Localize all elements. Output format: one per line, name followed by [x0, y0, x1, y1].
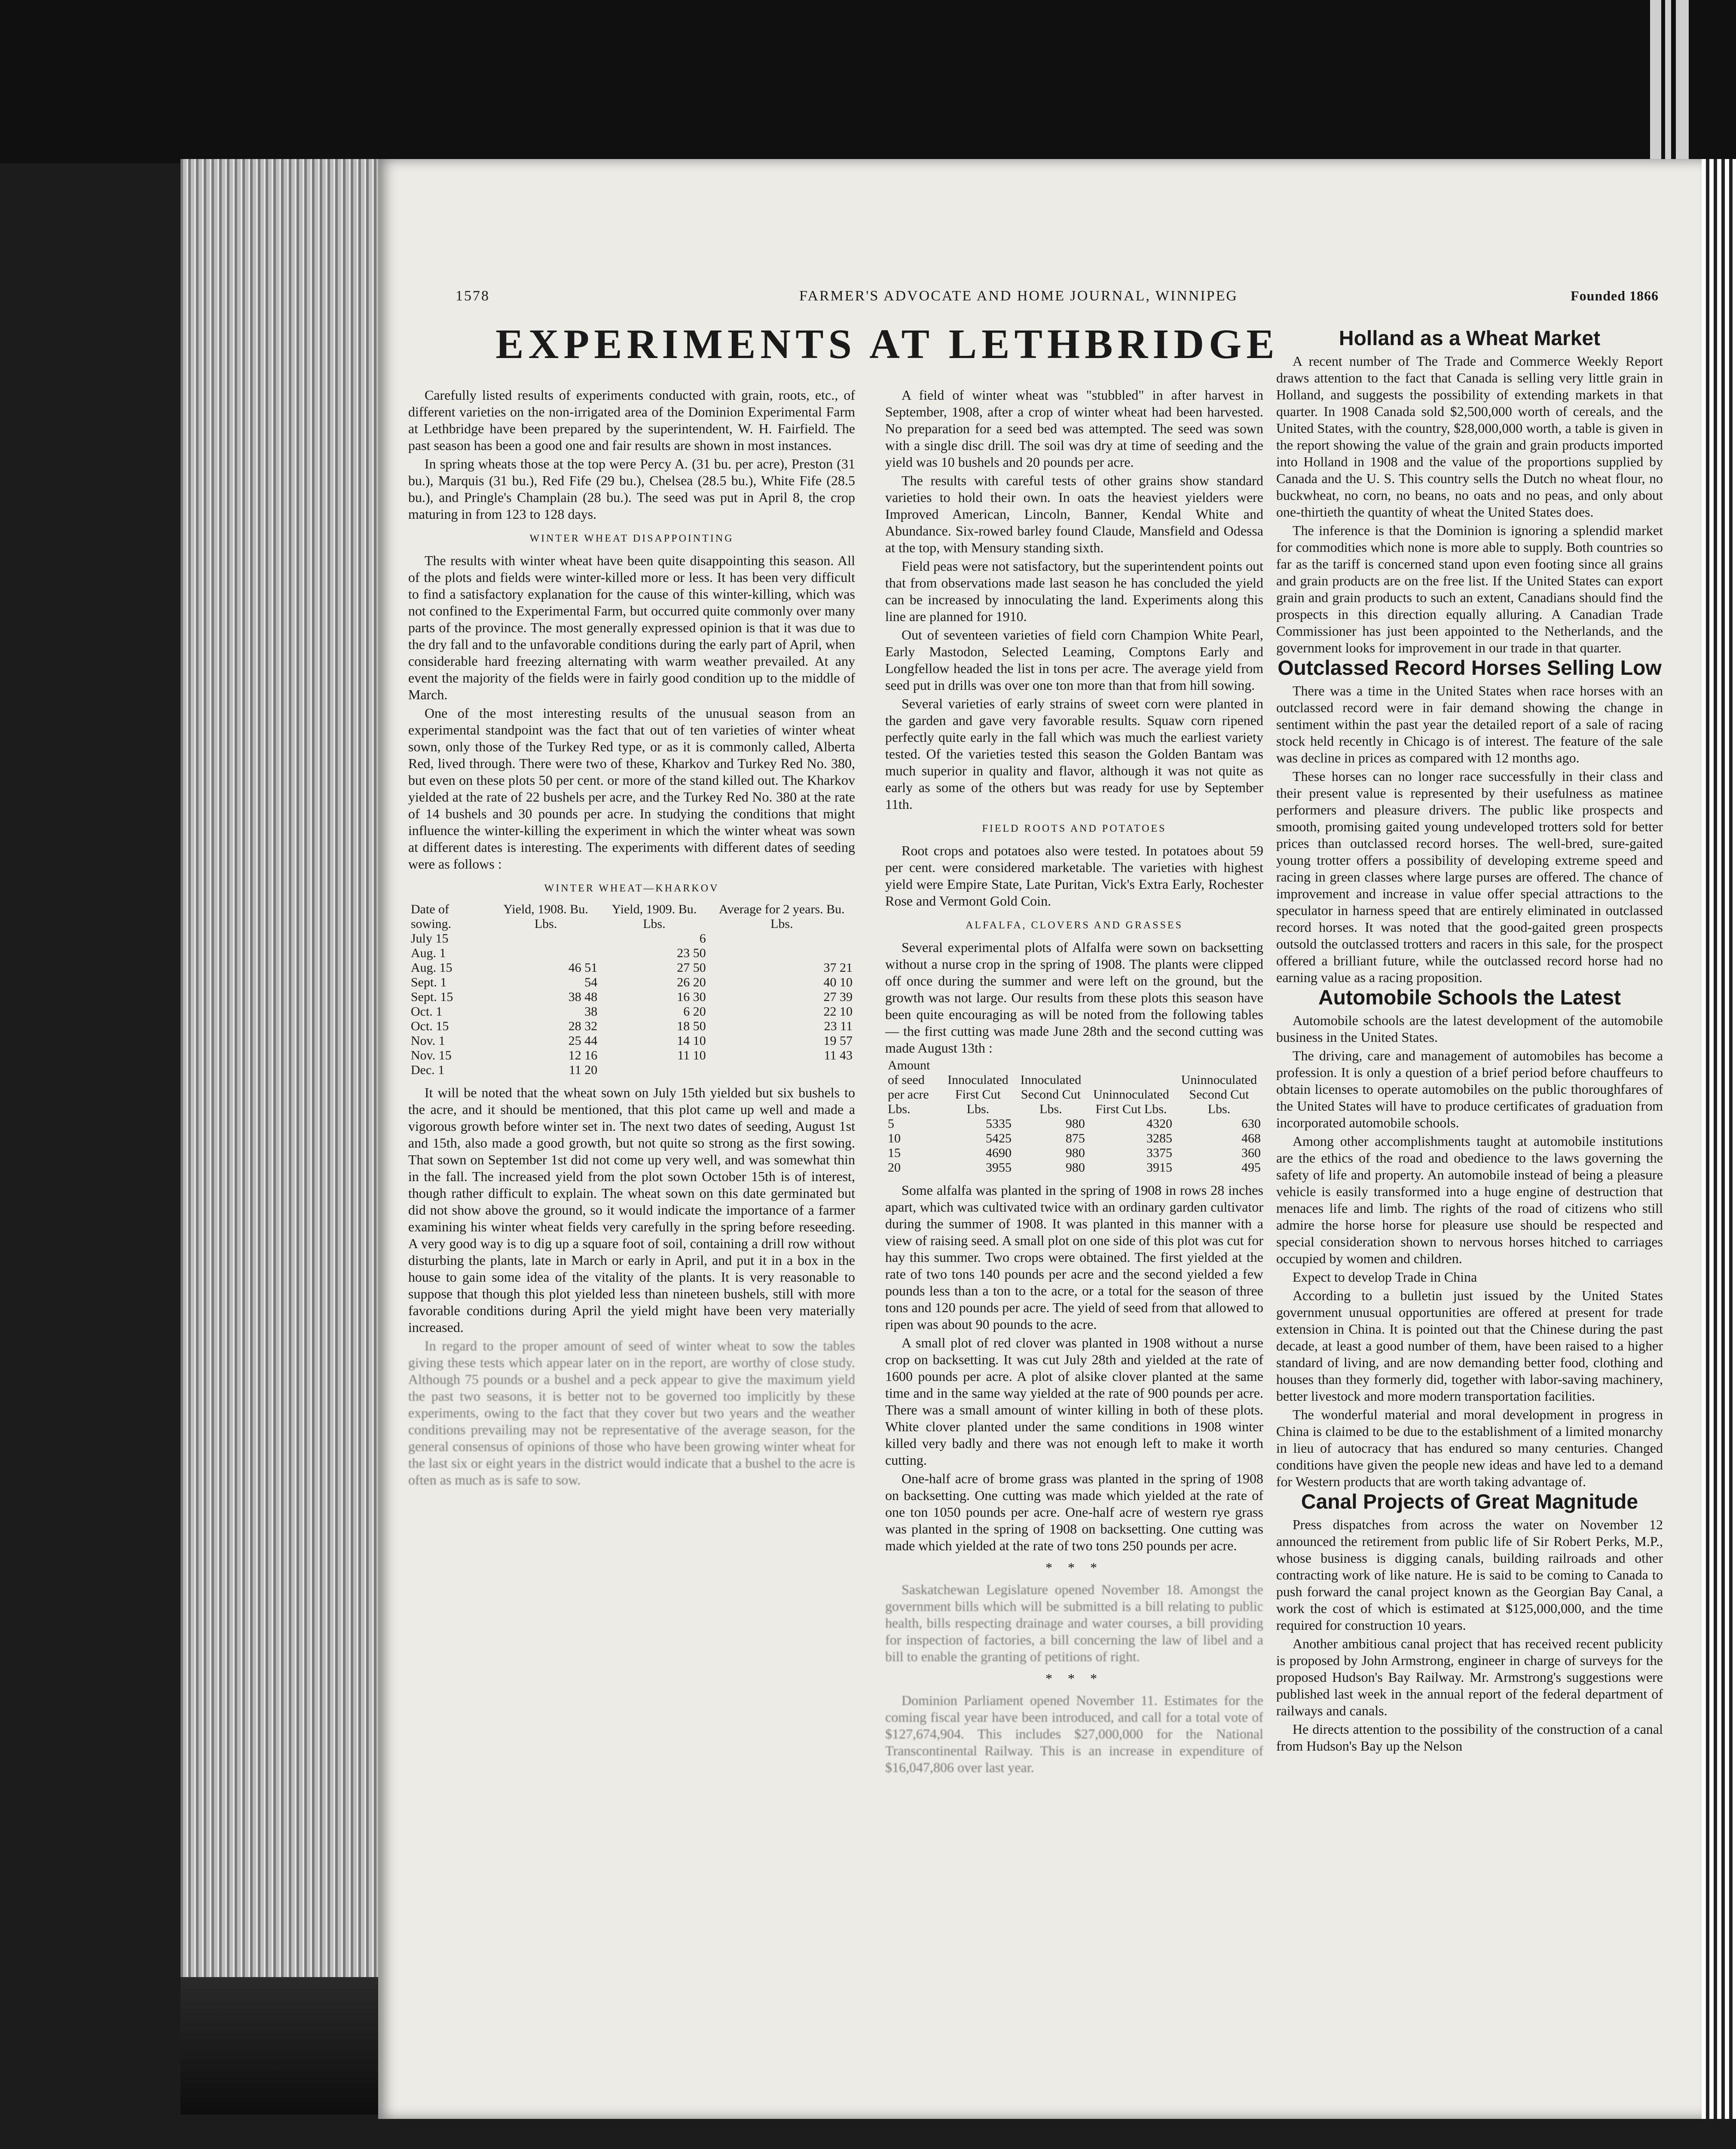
table-cell: 6 [699, 931, 706, 946]
column-header: Average for 2 years. Bu. Lbs. [719, 902, 845, 931]
alfalfa-yield-table [885, 1058, 1263, 1175]
table-cell [709, 931, 855, 946]
table-cell: 38 [584, 1004, 598, 1019]
column-header: Innoculated Second Cut Lbs. [1020, 1073, 1082, 1116]
intro-paragraph: In spring wheats those at the top were Percy A. (31 bu. per acre), Preston (31 bu.), Marquis (31 bu.), Red Fife (29 bu.), Chelsea (28.5 bu.), White Fife (28.5 bu.), and Pringle's Champlain (28 bu.). The seed was put in April 8, the crop maturing in from 123 to 128 days. [408, 456, 855, 522]
table-cell: July 15 [411, 931, 449, 946]
page-number: 1578 [455, 288, 490, 304]
table-cell [600, 1063, 708, 1078]
horses-heading: Outclassed Record Horses Selling Low [1278, 657, 1662, 680]
body-paragraph: Several experimental plots of Alfalfa were sown on backsetting without a nurse crop in the spring of 1908. The plants were clipped off once during the summer and were left on the ground, but the growth was not large. Our results from these plots this season have been quite encouraging as will be noted from the following tables — the first cutting was made June 28th and the second cutting was made August 13th : [885, 940, 1263, 1056]
table-cell: 25 44 [568, 1034, 598, 1048]
column-header: Innoculated First Cut Lbs. [947, 1073, 1009, 1116]
body-paragraph: Root crops and potatoes also were tested. In potatoes about 59 per cent. were considered marketable. The varieties with highest yield were Empire State, Late Puritan, Vick's Extra Early, Rochester Rose and Vermont Gold Coin. [885, 843, 1263, 909]
table-caption: WINTER WHEAT—KHARKOV [544, 883, 719, 894]
table-row [408, 975, 855, 990]
scan-right-edge [1702, 159, 1736, 2119]
table-header-row [885, 1058, 1263, 1117]
table-cell: Dec. 1 [411, 1063, 445, 1077]
scan-edge-strip [1676, 0, 1689, 163]
table-cell: 4320 [1146, 1117, 1173, 1131]
section-subheading: FIELD ROOTS AND POTATOES [982, 823, 1167, 834]
table-cell: 3955 [985, 1160, 1012, 1175]
table-cell: 3285 [1146, 1131, 1173, 1145]
kharkov-yield-table [408, 902, 855, 1078]
table-cell: 20 [888, 1160, 901, 1175]
body-paragraph: According to a bulletin just issued by the United States government unusual opportunities are offered at present for trade extension in China. It is pointed out that the Chinese during the past decade, at least a good number of them, have been raised to a higher standard of living, and are now demanding better food, clothing and houses than they formerly did, together with labor-saving machinery, better livestock and more modern transportation facilities. [1276, 1288, 1663, 1404]
table-cell: 38 48 [568, 990, 598, 1004]
column-header: Amount of seed per acre Lbs. [888, 1058, 930, 1116]
body-paragraph: One of the most interesting results of the unusual season from an experimental standpoint was the fact that out of ten varieties of winter wheat sown, only those of the Turkey Red type, or as it is commonly called, Alberta Red, lived through. There were two of these, Kharkov and Turkey Red No. 380, but even on these plots 50 per cent. or more of the stand killed out. The Kharkov yielded at the rate of 22 bushels per acre, and the Turkey Red No. 380 at the rate of 14 bushels and 30 pounds per acre. In studying the conditions that might influence the winter-killing the experiment in which the winter wheat was sown at different dates is interesting. The experiments with different dates of seeding were as follows : [408, 705, 855, 872]
table-cell [709, 946, 855, 961]
table-cell: Aug. 15 [411, 961, 452, 975]
body-paragraph: These horses can no longer race successfully in their class and their present value is represented by their usefulness as matinee performers and pleasure drivers. The public like prospects and smooth, promising gaited young undeveloped trotters sold for better prices than outclassed record horses. The well-bred, sure-gaited young trotter offers a possibility of developing extreme speed and racing in green classes where large purses are offered. The chance of improvement and increase in value offer special attractions to the speculator in harness speed that are entirely eliminated in outclassed record horses. It was noted that the good-gaited green prospects outsold the outclassed trotters and racers in this sale, for the prospect offered a brilliant future, while the outclassed record horse had no earning value as a racing proposition. [1276, 768, 1663, 985]
table-cell: 5425 [985, 1131, 1012, 1145]
table-cell: 14 10 [677, 1034, 706, 1048]
table-cell: Sept. 1 [411, 975, 447, 989]
running-header [455, 288, 1659, 314]
section-subheading: ALFALFA, CLOVERS AND GRASSES [966, 920, 1183, 931]
body-paragraph: In regard to the proper amount of seed of winter wheat to sow the tables giving these tests which appear later on in the report, are worthy of close study. Although 75 pounds or a bushel and a peck appear to give the maximum yield the past two seasons, it is better not to be governed too implicitly by these experiments, owing to the fact that they cover but two years and the weather conditions prevailing may not be representative of the average season, for the general consensus of opinions of those who have been growing winter wheat for the last six or eight years in the district would indicate that a bushel to the acre is often as much as is safe to sow. [408, 1338, 855, 1488]
column-header: Date of sowing. [411, 902, 452, 931]
table-cell: Nov. 15 [411, 1048, 452, 1062]
table-cell: 23 11 [824, 1019, 853, 1033]
table-cell: 6 20 [683, 1004, 706, 1019]
table-cell: 4690 [985, 1146, 1012, 1160]
column-header: Yield, 1909. Bu. Lbs. [611, 902, 697, 931]
body-paragraph: A field of winter wheat was "stubbled" in after harvest in September, 1908, after a crop of winter wheat had been harvested. No preparation for a seed bed was attempted. The seed was sown with a single disc drill. The soil was dry at time of seeding and the yield was 10 bushels and 20 pounds per acre. [885, 387, 1263, 470]
table-cell: 27 39 [823, 990, 853, 1004]
table-row [408, 990, 855, 1004]
table-cell: 54 [584, 975, 598, 989]
table-cell: 15 [888, 1146, 901, 1160]
table-row [408, 931, 855, 946]
table-row [885, 1117, 1263, 1131]
table-cell: 18 50 [677, 1019, 706, 1033]
table-header-row [408, 902, 855, 931]
news-paragraph: Saskatchewan Legislature opened November 18. Amongst the government bills which will be submitted is a bill relating to public health, bills respecting drainage and water courses, a bill providing for inspection of factories, a bill concerning the law of libel and a bill to enable the granting of petitions of right. [885, 1582, 1263, 1664]
body-paragraph: Among other accomplishments taught at automobile institutions are the ethics of the road and obedience to the laws governing the safety of life and property. An automobile instead of being a pleasure vehicle is easily transformed into a huge engine of destruction that menaces life and limb. The rights of the road of citizens who still admire the horse horse for pleasure use should be respected and special consideration shown to nervous horses hitched to carriages occupied by women and children. [1276, 1133, 1663, 1266]
table-cell: 5 [888, 1117, 894, 1131]
table-cell: Oct. 1 [411, 1004, 443, 1019]
table-cell: 980 [1065, 1146, 1085, 1160]
table-cell: 360 [1241, 1146, 1261, 1160]
table-cell: 875 [1065, 1131, 1085, 1145]
body-paragraph: It will be noted that the wheat sown on July 15th yielded but six bushels to the acre, and it should be mentioned, that this plot came up well and made a vigorous growth before winter set in. The next two dates of seeding, August 1st and 15th, also made a good growth, but not quite so strong as the first sowing. That sown on September 1st did not come up very well, and was somewhat thin in the fall. The increased yield from the plot sown October 15th is of interest, though rather difficult to explain. The wheat sown on this date germinated but did not show above the ground, so it would indicate the importance of a farmer examining his winter wheat fields very carefully in the spring before reseeding. A very good way is to dig up a square foot of soil, containing a drill row without disturbing the plants, late in March or early in April, and put it in a box in the house to gain some idea of the vitality of the plants. It is very reasonable to suppose that though this plot yielded less than nineteen bushels, still with more favorable conditions during April the yield might have been very materially increased. [408, 1085, 855, 1335]
table-cell: 980 [1065, 1117, 1085, 1131]
table-cell: 11 10 [677, 1048, 706, 1062]
table-row [885, 1131, 1263, 1146]
table-row [408, 946, 855, 961]
scan-edge-strip [1650, 0, 1661, 163]
body-paragraph: Out of seventeen varieties of field corn Champion White Pearl, Early Mastodon, Selected Leaming, Comptons Early and Longfellow headed the list in tons per acre. The average yield from seed put in drills was over one ton more than that from hill sowing. [885, 627, 1263, 693]
article-column-2 [885, 387, 1263, 2020]
table-cell: 19 57 [823, 1034, 853, 1048]
table-cell: 40 10 [823, 975, 853, 989]
table-cell: 980 [1065, 1160, 1085, 1175]
body-paragraph: Several varieties of early strains of sweet corn were planted in the garden and gave very favorable results. Squaw corn ripened perfectly quite early in the fall which was much the earliest variety tested. Of the varieties tested this season the Golden Bantam was much superior in quality and flavor, although it was not quite as early as some of the others but was ready for use by September 11th. [885, 696, 1263, 812]
table-row [885, 1160, 1263, 1175]
table-row [408, 961, 855, 975]
table-cell: 3915 [1146, 1160, 1173, 1175]
table-cell [492, 946, 600, 961]
body-paragraph: Another ambitious canal project that has received recent publicity is proposed by John Armstrong, engineer in charge of surveys for the proposed Hudson's Bay Railway. Mr. Armstrong's suggestions were published last week in the annual report of the federal department of railways and canals. [1276, 1636, 1663, 1718]
table-row [408, 1063, 855, 1078]
table-cell: 16 30 [677, 990, 706, 1004]
article-column-1 [408, 387, 855, 2020]
column-header: Yield, 1908. Bu. Lbs. [503, 902, 588, 931]
publication-title: FARMER'S ADVOCATE AND HOME JOURNAL, WINNIPEG [799, 288, 1238, 304]
table-cell: 26 20 [677, 975, 706, 989]
table-cell: 27 50 [677, 961, 706, 975]
body-paragraph: Field peas were not satisfactory, but the superintendent points out that from observations made last season he has concluded the yield can be increased by innoculating the land. Experiments along this line are planned for 1910. [885, 558, 1263, 624]
table-cell: Sept. 15 [411, 990, 453, 1004]
body-paragraph: Automobile schools are the latest development of the automobile business in the United States. [1276, 1013, 1663, 1045]
body-paragraph: Expect to develop Trade in China [1293, 1269, 1477, 1285]
table-cell: 11 20 [568, 1063, 598, 1077]
column-header: Uninnoculated First Cut Lbs. [1093, 1087, 1169, 1116]
table-cell: 468 [1241, 1131, 1261, 1145]
body-paragraph: The driving, care and management of automobiles has become a profession. It is only a question of a brief period before chauffeurs to obtain licenses to operate automobiles on the public thoroughfares of the United States will have to produce certificates of graduation from incorporated automobile schools. [1276, 1048, 1663, 1130]
body-paragraph: The results with careful tests of other grains show standard varieties to hold their own. In oats the heaviest yielders were Improved American, Lincoln, Banner, Kendal White and Abundance. Six-rowed barley found Claude, Mansfield and Odessa at the top, with Mensury standing sixth. [885, 473, 1263, 555]
scan-background [0, 0, 1736, 163]
table-row [408, 1019, 855, 1034]
body-paragraph: There was a time in the United States when race horses with an outclassed record were in fair demand showing the change in sentiment within the past year the detailed report of a sale of racing stock held recently in Chicago is of interest. The feature of the sale was decline in prices as compared with 12 months ago. [1276, 683, 1663, 765]
book-page-edges [180, 159, 387, 2110]
table-cell: 46 51 [568, 961, 598, 975]
column-header: Uninnoculated Second Cut Lbs. [1181, 1073, 1257, 1116]
table-cell: 5335 [985, 1117, 1012, 1131]
table-cell: 28 32 [568, 1019, 598, 1033]
intro-paragraph: Carefully listed results of experiments conducted with grain, roots, etc., of different varieties on the non-irrigated area of the Dominion Experimental Farm at Lethbridge have been prepared by the superintendent, W. H. Fairfield. The past season has been a good one and fair results are shown in most instances. [408, 387, 855, 453]
body-paragraph: He directs attention to the possibility of the construction of a canal from Hudson's Bay up the Nelson [1276, 1721, 1663, 1754]
body-paragraph: One-half acre of brome grass was planted in the spring of 1908 on backsetting. One cutting was made which yielded at the rate of one ton 1050 pounds per acre. One-half acre of western rye grass was planted in the spring of 1908 on backsetting. One cutting was made which yielded at the rate of two tons 250 pounds per acre. [885, 1471, 1263, 1553]
body-paragraph: Some alfalfa was planted in the spring of 1908 in rows 28 inches apart, which was cultivated twice with an ordinary garden cultivator during the summer of 1908. It was planted in this manner with a view of raising seed. A small plot on one side of this plot was cut for hay this summer. Two crops were obtained. The first yielded at the rate of two tons 140 pounds per acre and the second yielded a few pounds less than a ton to the acre, or a total for the season of three tons and 120 pounds per acre. The yield of seed from that allowed to ripen was about 90 pounds to the acre. [885, 1182, 1263, 1332]
table-cell: 23 50 [677, 946, 706, 960]
table-cell [492, 931, 600, 946]
table-cell: 11 43 [824, 1048, 853, 1062]
sidebar-column [1276, 327, 1663, 2046]
table-cell [709, 1063, 855, 1078]
autos-heading: Automobile Schools the Latest [1318, 986, 1621, 1009]
body-paragraph: Press dispatches from across the water on November 12 announced the retirement from public life of Sir Robert Perks, M.P., whose business is digging canals, building railroads and other contracting work of like nature. He is said to be coming to Canada to push forward the canal project known as the Georgian Bay Canal, a work the cost of which is estimated at $125,000,000, and the time required for construction 10 years. [1276, 1517, 1663, 1633]
body-paragraph: The wonderful material and moral development in progress in China is claimed to be due to the establishment of a limited monarchy in lieu of autocracy that has endured so many centuries. Changed conditions have given the people new ideas and have led to a demand for Western products that are worth taking advantage of. [1276, 1407, 1663, 1489]
table-cell: Aug. 1 [411, 946, 446, 960]
table-cell: 630 [1241, 1117, 1261, 1131]
news-paragraph: Dominion Parliament opened November 11. Estimates for the coming fiscal year have been introduced, and call for a total vote of $127,674,904. This includes $27,000,000 for the National Transcontinental Railway. This is an increase in expenditure of $16,047,806 over last year. [885, 1693, 1263, 1775]
body-paragraph: A small plot of red clover was planted in 1908 without a nurse crop on backsetting. It was cut July 28th and yielded at the rate of 1600 pounds per acre. A plot of alsike clover planted at the same time and in the same way yielded at the rate of 900 pounds per acre. There was a small amount of winter killing in both of these plots. White clover planted under the same conditions in 1908 winter killed very badly and there was not enough left to make it worth cutting. [885, 1335, 1263, 1468]
table-row [408, 1048, 855, 1063]
section-divider: * * * [1045, 1560, 1103, 1575]
article-headline: EXPERIMENTS AT LETHBRIDGE [495, 321, 1279, 367]
table-cell: 22 10 [823, 1004, 853, 1019]
scan-edge-strip [1665, 0, 1671, 163]
body-paragraph: The results with winter wheat have been quite disappointing this season. All of the plots and fields were winter-killed more or less. It has been very difficult to find a satisfactory explanation for the cause of this winter-killing, which was not confined to the Experimental Farm, but occurred quite commonly over many parts of the province. The most generally expressed opinion is that it was due to the dry fall and to the unfavorable conditions during the early part of April, when considerable hard freezing alternating with warm weather prevailed. At any event the majority of the fields were in fairly good condition up to the middle of March. [408, 553, 855, 702]
table-cell: 10 [888, 1131, 901, 1145]
body-paragraph: A recent number of The Trade and Commerce Weekly Report draws attention to the fact that Canada is selling very little grain in Holland, and suggests the possibility of extending markets in that quarter. In 1908 Canada sold $2,500,000 worth of cereals, and the United States, with the country, $28,000,000 worth, a table is given in the report showing the value of the grain and grain products imported into Holland in 1908 and the value of the proportions supplied by Canada and the U. S. This country sells the Dutch no wheat flour, no buckwheat, no corn, no beans, no oats and no peas, and only about one-thirtieth the quantity of wheat the United States does. [1276, 353, 1663, 520]
section-divider: * * * [1045, 1671, 1103, 1686]
body-paragraph: The inference is that the Dominion is ignoring a splendid market for commodities which none is more able to supply. Both countries so far as the tariff is concerned stand upon even footing since all grains and grain products are on the free list. If the United States can export grain and grain products to such an extent, Canadians should find the prospects in this direction equally alluring. A Canadian Trade Commissioner has just been appointed to the Netherlands, and the government looks for improvement in our trade in that quarter. [1276, 523, 1663, 655]
table-row [408, 1034, 855, 1048]
section-subheading: WINTER WHEAT DISAPPOINTING [529, 533, 734, 544]
founded-note: Founded 1866 [1571, 288, 1659, 303]
table-cell: 3375 [1146, 1146, 1173, 1160]
table-cell: 37 21 [823, 961, 853, 975]
holland-heading: Holland as a Wheat Market [1339, 327, 1601, 350]
table-row [408, 1004, 855, 1019]
table-row [885, 1146, 1263, 1160]
table-cell: Oct. 15 [411, 1019, 449, 1033]
table-cell: Nov. 1 [411, 1034, 445, 1048]
canal-heading: Canal Projects of Great Magnitude [1301, 1491, 1638, 1513]
table-cell: 12 16 [568, 1048, 598, 1062]
table-cell: 495 [1241, 1160, 1261, 1175]
